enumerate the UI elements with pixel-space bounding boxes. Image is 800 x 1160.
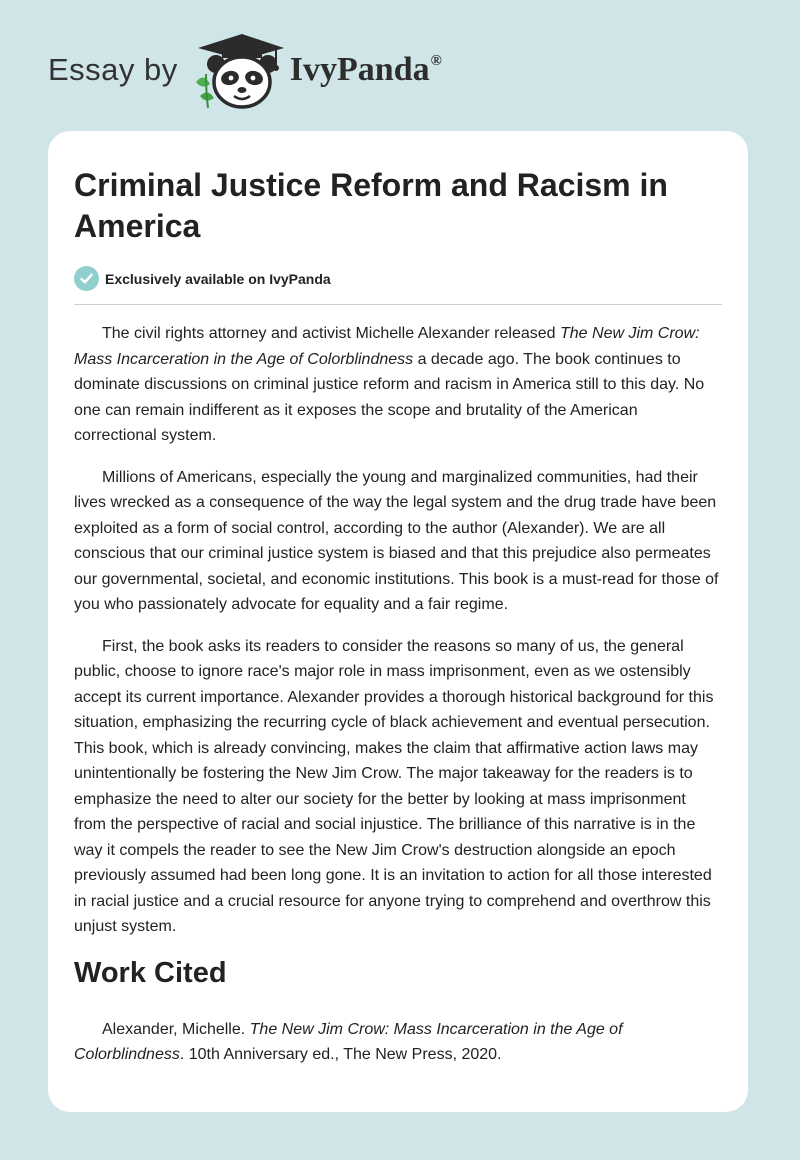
essay-body [74, 321, 722, 940]
paragraph-2: Millions of Americans, especially the young and marginalized communities, had their lives wrecked as a consequence of the way the legal system and the drug trade have been exploited as a form of social control, according to the author (Alexander). We are all conscious that our criminal justice system is biased and that this prejudice also permeates our governmental, societal, and economic institutions. This book is a must-read for those of you who passionately advocate for equality and a fair regime. [74, 468, 719, 613]
paragraph-1-start: The civil rights attorney and activist Michelle Alexander released [102, 325, 560, 342]
site-header [48, 30, 442, 110]
exclusive-badge [74, 266, 722, 305]
citation-publication: . 10th Anniversary ed., The New Press, 2020. [179, 1046, 502, 1063]
checkmark-icon [74, 266, 99, 291]
exclusive-badge-text: Exclusively available on IvyPanda [105, 270, 331, 287]
citation-book-title: The New Jim Crow: Mass Incarceration in the Age of Colorblindness [74, 1020, 623, 1063]
book-title-italic: The New Jim Crow: Mass Incarceration in the Age of Colorblindness [74, 325, 700, 368]
registered-mark: ® [430, 53, 442, 69]
essay-title: Criminal Justice Reform and Racism in America [74, 167, 668, 244]
panda-graduate-icon[interactable] [192, 30, 284, 110]
essay-by-label: Essay by [48, 52, 178, 87]
essay-card [48, 131, 748, 1112]
brand-name[interactable] [290, 51, 442, 89]
paragraph-3: First, the book asks its readers to consider the reasons so many of us, the general public, choose to ignore race's major role in mass imprisonment, even as we ostensibly accept its current importance. Alexander provides a thorough historical background for this situation, emphasizing the recurring cycle of black achievement and eventual persecution. This book, which is already convincing, makes the claim that affirmative action laws may unintentionally be fostering the New Jim Crow. The major takeaway for the readers is to emphasize the need to alter our society for the better by looking at mass imprisonment from the perspective of racial and social injustice. The brilliance of this narrative is in the way it compels the reader to see the New Jim Crow's destruction alongside an epoch previously assumed had been long gone. It is an invitation to action for all those interested in racial justice and a crucial resource for anyone trying to comprehend and overthrow this unjust system. [74, 637, 714, 935]
citation-author: Alexander, Michelle. [102, 1020, 250, 1038]
works-cited-heading: Work Cited [74, 956, 227, 989]
paragraph-1 [74, 321, 722, 449]
brand-text: IvyPanda [289, 51, 430, 88]
citation-entry [74, 1017, 722, 1068]
paragraph-1-end: a decade ago. The book continues to dominate discussions on criminal justice reform and racism in America still to this day. No one can remain indifferent as it exposes the scope and brutality of the American correctional system. [74, 350, 705, 444]
